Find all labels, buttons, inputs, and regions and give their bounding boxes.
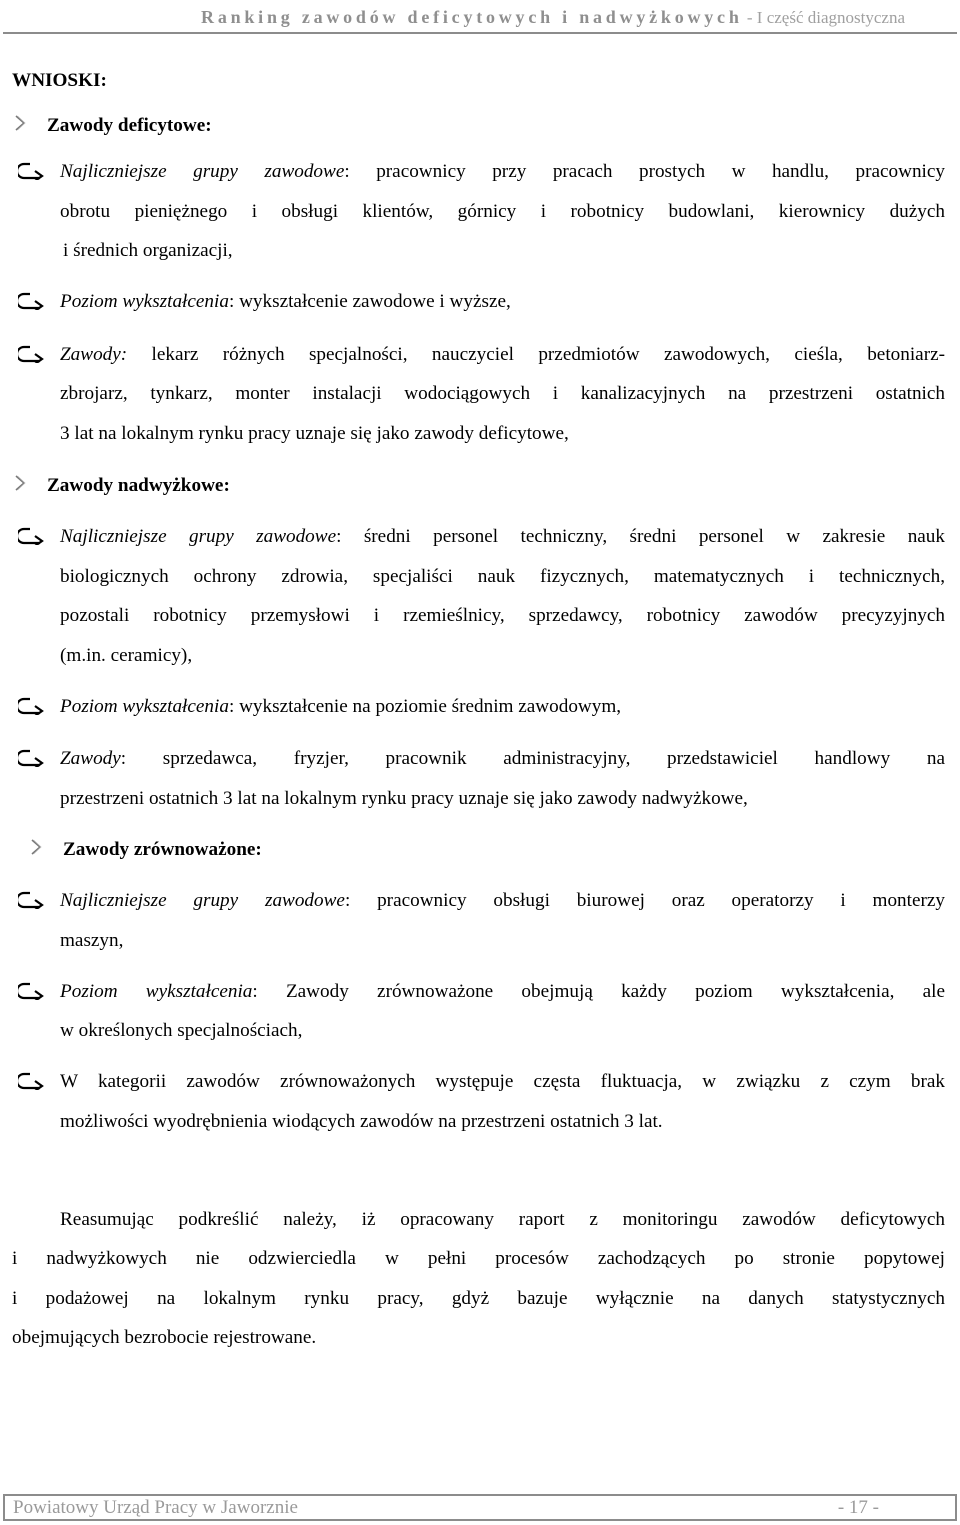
- deficit-occupations-line-1: Zawody: lekarz różnych specjalności, nauczyciel przedmiotów zawodowych, cieśla, betoniarz-: [60, 344, 945, 365]
- balanced-note-line-1: W kategorii zawodów zrównoważonych występuje częsta fluktuacja, w związku z czym brak: [60, 1071, 945, 1092]
- page-header: [3, 3, 957, 34]
- surplus-education: Poziom wykształcenia: wykształcenie na poziomie średnim zawodowym,: [60, 696, 622, 717]
- deficit-occupations-line-2: zbrojarz, tynkarz, monter instalacji wodociągowych i kanalizacyjnych na przestrzeni ostatnich: [60, 383, 945, 404]
- deficit-heading: Zawody deficytowe:: [47, 115, 212, 136]
- arrow-right-hook-icon: [18, 162, 46, 180]
- arrow-right-hook-icon: [18, 345, 46, 363]
- surplus-occupations-line-2: przestrzeni ostatnich 3 lat na lokalnym rynku pracy uznaje się jako zawody nadwyżkowe,: [60, 788, 748, 809]
- surplus-groups-line-4: (m.in. ceramicy),: [60, 645, 193, 666]
- chevron-right-icon: [14, 114, 26, 132]
- balanced-groups-line-1: Najliczniejsze grupy zawodowe: pracownicy obsługi biurowej oraz operatorzy i monterzy: [60, 890, 945, 911]
- balanced-education-line-1: Poziom wykształcenia: Zawody zrównoważone obejmują każdy poziom wykształcenia, ale: [60, 981, 945, 1002]
- balanced-heading: Zawody zrównoważone:: [63, 839, 262, 860]
- arrow-right-hook-icon: [18, 292, 46, 310]
- header-subtitle: - I część diagnostyczna: [742, 8, 905, 27]
- arrow-right-hook-icon: [18, 749, 46, 767]
- surplus-occupations-line-1: Zawody: sprzedawca, fryzjer, pracownik administracyjny, przedstawiciel handlowy na: [60, 748, 945, 769]
- page-number: - 17 -: [837, 1496, 879, 1518]
- footer-office: Powiatowy Urząd Pracy w Jaworznie: [13, 1496, 298, 1518]
- page-footer: [3, 1494, 957, 1521]
- arrow-right-hook-icon: [18, 982, 46, 1000]
- balanced-groups-line-2: maszyn,: [60, 930, 124, 951]
- surplus-groups-line-1: Najliczniejsze grupy zawodowe: średni personel techniczny, średni personel w zakresie nauk: [60, 526, 945, 547]
- deficit-groups-line-1: Najliczniejsze grupy zawodowe: pracownicy przy pracach prostych w handlu, pracownicy: [60, 161, 945, 182]
- deficit-groups-line-3: i średnich organizacji,: [63, 240, 233, 261]
- summary-line-4: obejmujących bezrobocie rejestrowane.: [12, 1327, 317, 1348]
- surplus-groups-line-3: pozostali robotnicy przemysłowi i rzemieślnicy, sprzedawcy, robotnicy zawodów precyzyjnych: [60, 605, 945, 626]
- summary-line-1: Reasumując podkreślić należy, iż opracowany raport z monitoringu zawodów deficytowych: [60, 1209, 945, 1230]
- deficit-groups-line-2: obrotu pieniężnego i obsługi klientów, górnicy i robotnicy budowlani, kierownicy dużych: [60, 201, 945, 222]
- conclusions-heading: WNIOSKI:: [12, 70, 107, 91]
- chevron-right-icon: [30, 838, 42, 856]
- arrow-right-hook-icon: [18, 891, 46, 909]
- chevron-right-icon: [14, 474, 26, 492]
- summary-line-3: i podażowej na lokalnym rynku pracy, gdyż bazuje wyłącznie na danych statystycznych: [12, 1288, 945, 1309]
- arrow-right-hook-icon: [18, 1072, 46, 1090]
- deficit-occupations-line-3: 3 lat na lokalnym rynku pracy uznaje się jako zawody deficytowe,: [60, 423, 569, 444]
- balanced-note-line-2: możliwości wyodrębnienia wiodących zawodów na przestrzeni ostatnich 3 lat.: [60, 1111, 663, 1132]
- arrow-right-hook-icon: [18, 697, 46, 715]
- balanced-education-line-2: w określonych specjalnościach,: [60, 1020, 303, 1041]
- surplus-groups-line-2: biologicznych ochrony zdrowia, specjaliści nauk fizycznych, matematycznych i technicznych,: [60, 566, 945, 587]
- deficit-education: Poziom wykształcenia: wykształcenie zawodowe i wyższe,: [60, 291, 511, 312]
- header-title: Ranking zawodów deficytowych i nadwyżkowych: [201, 7, 743, 27]
- summary-line-2: i nadwyżkowych nie odzwierciedla w pełni procesów zachodzących po stronie popytowej: [12, 1248, 945, 1269]
- arrow-right-hook-icon: [18, 527, 46, 545]
- surplus-heading: Zawody nadwyżkowe:: [47, 475, 230, 496]
